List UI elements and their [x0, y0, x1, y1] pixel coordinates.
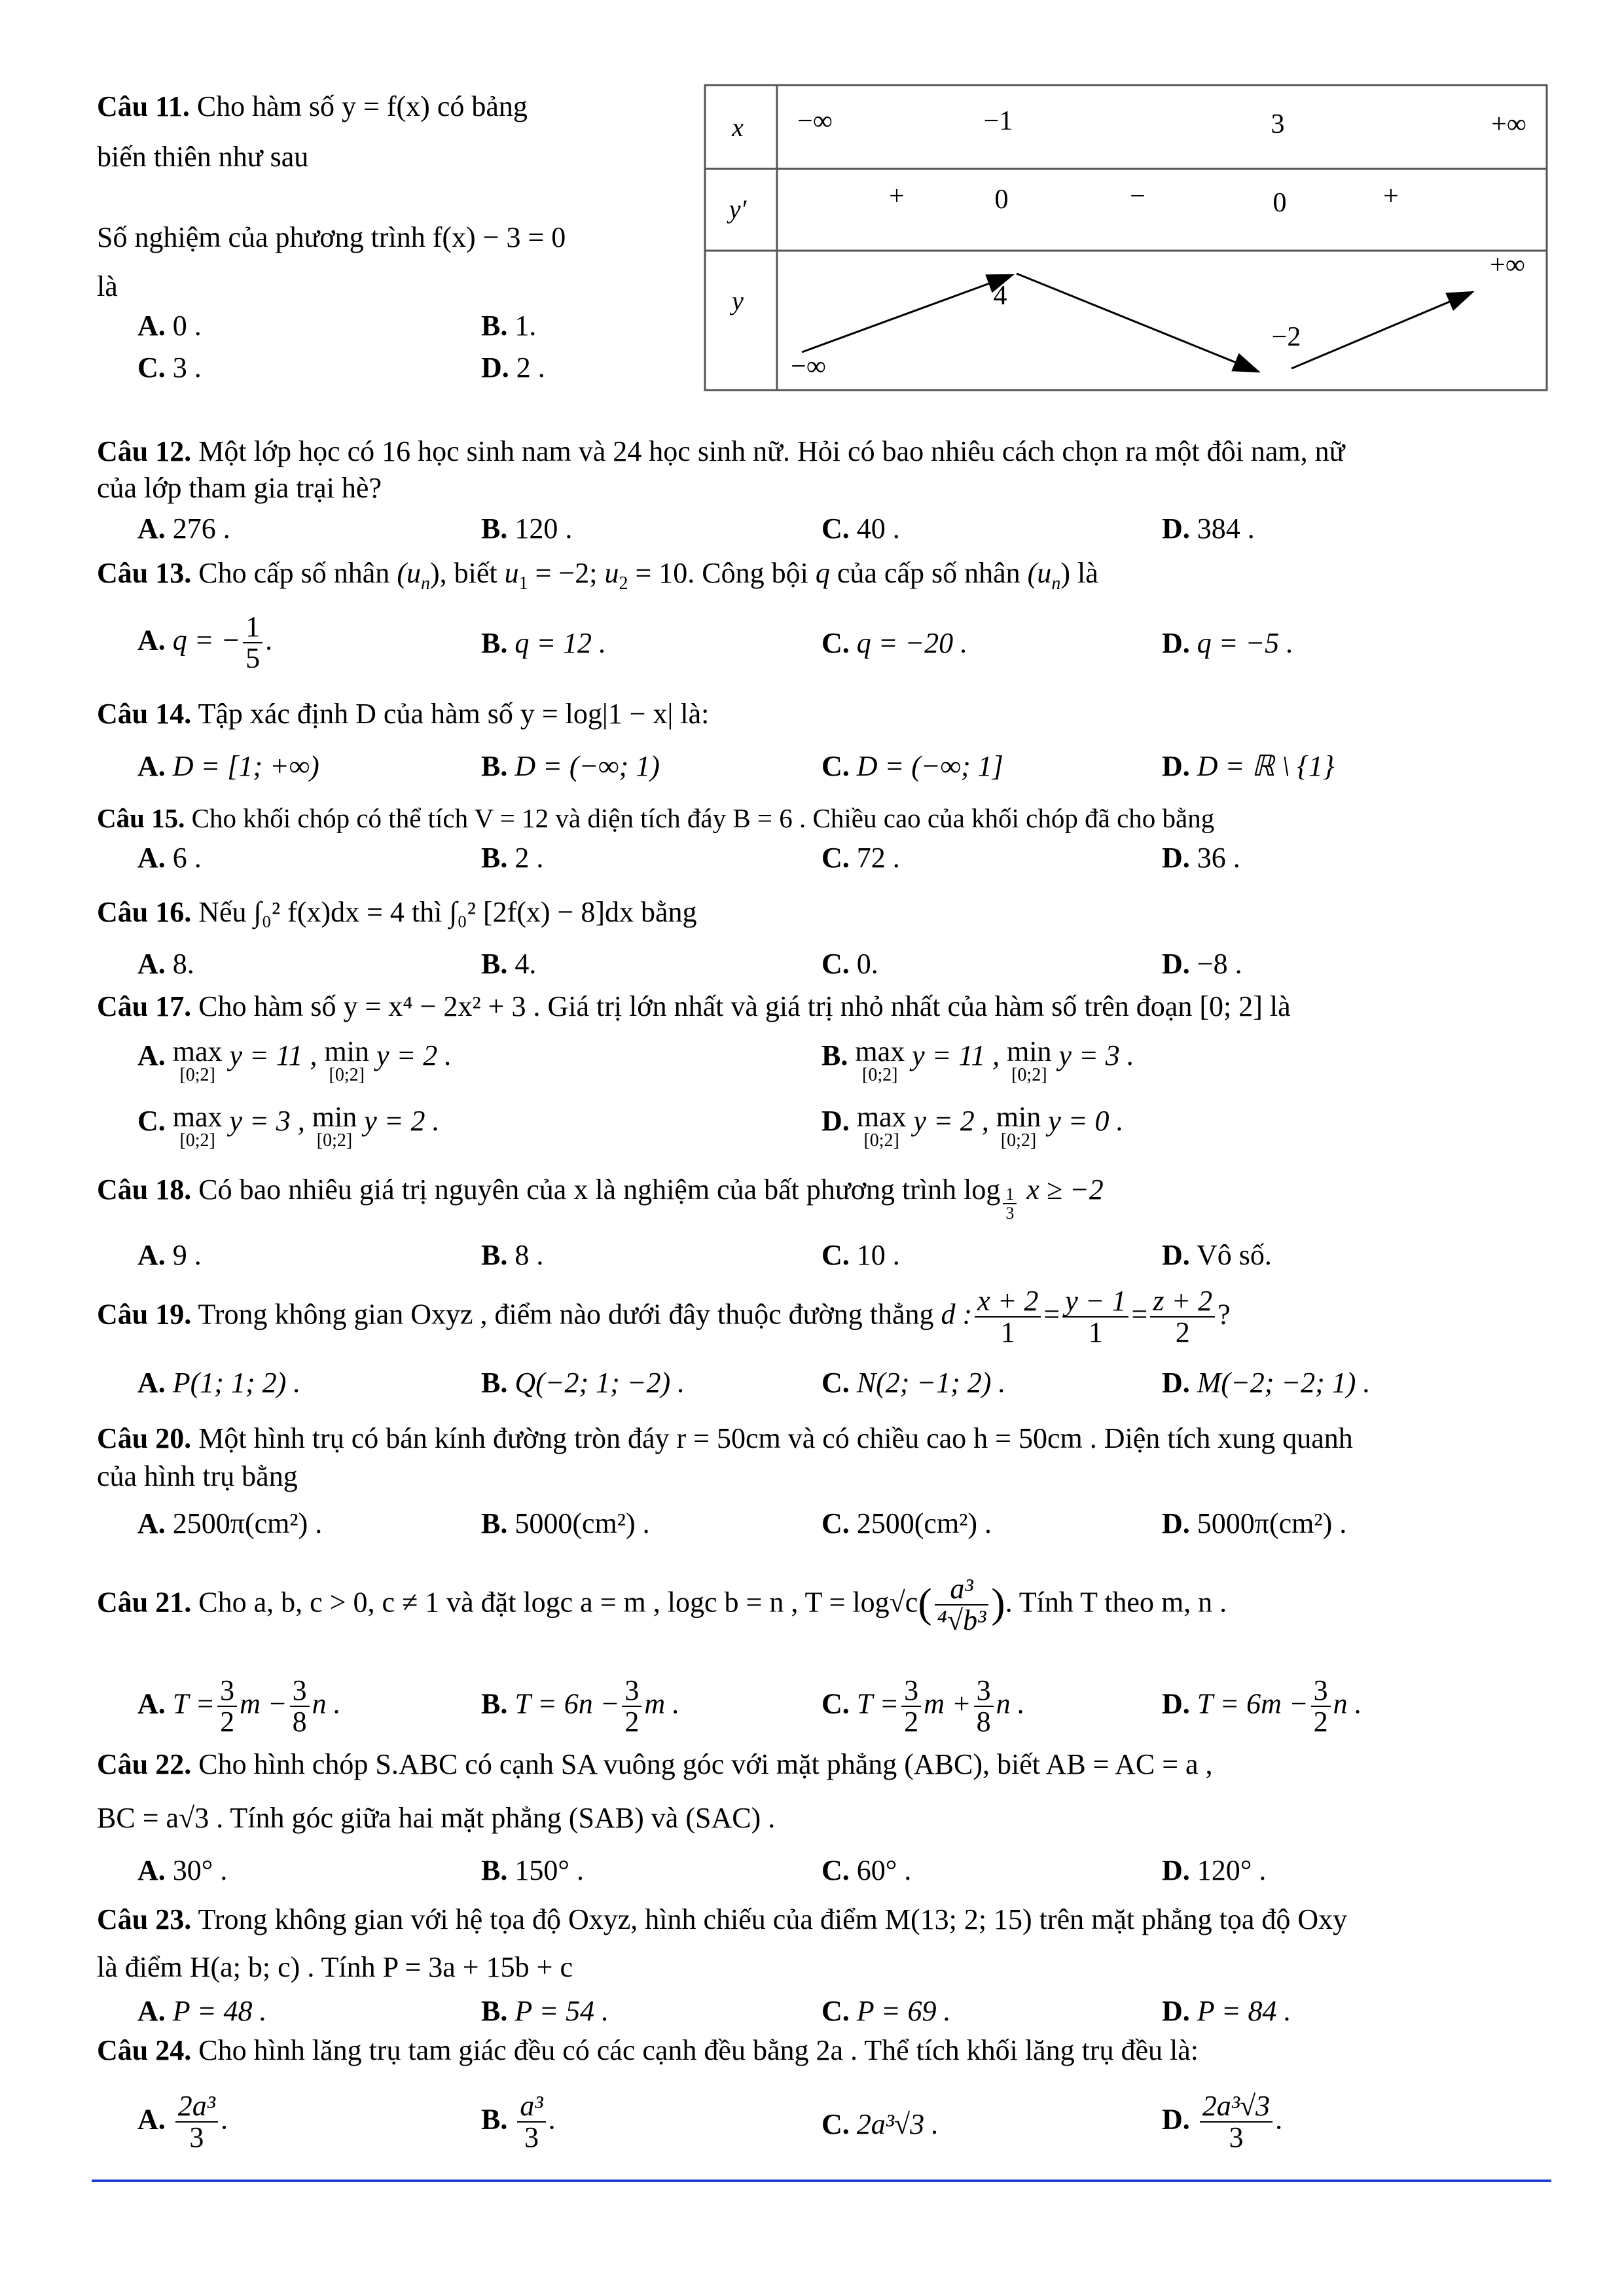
q19-line1: Câu 19. Trong không gian Oxyz , điểm nào dưới đây thuộc đường thẳng d : $\frac{x + 2}{1}$ = $\frac{y - 1}{1}$ = $\frac{z + 2}{2}$ ?: [97, 1285, 1231, 1349]
q20-line2: của hình trụ bằng: [97, 1460, 298, 1492]
q14-line1: Câu 14. Tập xác định D của hàm số y = log|1 − x| là:: [97, 698, 710, 730]
q15-option-c[interactable]: C. 72 .: [821, 842, 900, 874]
q15-line1: Câu 15. Cho khối chóp có thể tích V = 12 và diện tích đáy B = 6 . Chiều cao của khối chóp đã cho bằng: [97, 803, 1215, 833]
q19-option-c[interactable]: C. N(2; −1; 2) .: [821, 1367, 1006, 1399]
q24-option-d[interactable]: D. $\frac{\text{2a³√3}}{3}$ .: [1162, 2090, 1283, 2154]
q17-option-d[interactable]: D. max [0;2] y = 2 , min [0;2] y = 0 .: [821, 1101, 1124, 1151]
q13-option-a[interactable]: A. q = − $\frac{1}{5}$ .: [137, 611, 273, 675]
vt-x-value: 3: [1271, 109, 1285, 139]
q12-option-a[interactable]: A. 276 .: [137, 512, 230, 545]
q19-option-b[interactable]: B. Q(−2; 1; −2) .: [481, 1367, 685, 1399]
q21-option-d[interactable]: D. T = 6m − $\frac{3}{2}$ n .: [1162, 1674, 1362, 1738]
q11-option-c[interactable]: C. 3 .: [137, 351, 202, 384]
vt-x-value: −∞: [797, 106, 833, 136]
q12-option-d[interactable]: D. 384 .: [1162, 512, 1255, 545]
q17-option-c[interactable]: C. max [0;2] y = 3 , min [0;2] y = 2 .: [137, 1101, 440, 1151]
footer-divider: [92, 2179, 1551, 2182]
q20-option-c[interactable]: C. 2500(cm²) .: [821, 1507, 992, 1539]
vt-sign: 0: [1272, 188, 1287, 218]
q22-option-a[interactable]: A. 30° .: [137, 1854, 228, 1886]
q16-option-c[interactable]: C. 0.: [821, 948, 878, 980]
vt-sign: −: [1130, 181, 1146, 211]
vt-y-value: −2: [1271, 322, 1301, 352]
q13-option-b[interactable]: B. q = 12 .: [481, 627, 607, 659]
q11-line4: là: [97, 270, 118, 302]
q13-line1: Câu 13. Cho cấp số nhân $(u_n)$, biết $u_1 = -2$; $u_2 = 10$. Công bội q của cấp số nhân $(u_n)$ là: [97, 557, 1098, 594]
q22-option-b[interactable]: B. 150° .: [481, 1854, 584, 1886]
q16-option-d[interactable]: D. −8 .: [1162, 948, 1242, 980]
q17-option-a[interactable]: A. max [0;2] y = 11 , min [0;2] y = 2 .: [137, 1035, 452, 1085]
q21-line1: Câu 21. Cho a, b, c > 0, c ≠ 1 và đặt logc a = m , logc b = n , T = log√c( $\frac{\text{a³}}{\text{⁴√b³}}$ ). Tính T theo m, n .: [97, 1573, 1227, 1637]
q24-option-a[interactable]: A. $\frac{\text{2a³}}{3}$ .: [137, 2090, 228, 2154]
q21-option-b[interactable]: B. T = 6n − $\frac{3}{2}$ m .: [481, 1674, 680, 1738]
q18-option-a[interactable]: A. 9 .: [137, 1239, 202, 1271]
q12-option-b[interactable]: B. 120 .: [481, 512, 573, 545]
q16-line1: Câu 16. Nếu ∫₀² f(x)dx = 4 thì ∫₀² [2f(x) − 8]dx bằng: [97, 896, 697, 928]
vt-y-value: −∞: [791, 351, 826, 382]
vt-arrow-increase: [802, 275, 1013, 352]
q22-line1: Câu 22. Cho hình chóp S.ABC có cạnh SA vuông góc với mặt phẳng (ABC), biết AB = AC = a ,: [97, 1748, 1213, 1780]
q23-option-a[interactable]: A. P = 48 .: [137, 1995, 267, 2027]
q21-option-c[interactable]: C. T = $\frac{3}{2}$ m + $\frac{3}{8}$ n .: [821, 1674, 1025, 1738]
q11-option-d[interactable]: D. 2 .: [481, 351, 545, 384]
q14-option-d[interactable]: D. D = ℝ \ {1}: [1162, 750, 1335, 782]
q15-option-d[interactable]: D. 36 .: [1162, 842, 1240, 874]
q23-option-c[interactable]: C. P = 69 .: [821, 1995, 951, 2027]
vt-y-value: +∞: [1490, 250, 1525, 280]
vt-row-y-label: y: [732, 286, 744, 315]
vt-sign: 0: [994, 185, 1009, 215]
q12-line1: Câu 12. Một lớp học có 16 học sinh nam và 24 học sinh nữ. Hỏi có bao nhiêu cách chọn ra một đôi nam, nữ: [97, 435, 1345, 467]
q23-option-b[interactable]: B. P = 54 .: [481, 1995, 609, 2027]
vt-row-x-label: x: [732, 113, 744, 142]
q14-option-c[interactable]: C. D = (−∞; 1]: [821, 750, 1003, 782]
q22-option-c[interactable]: C. 60° .: [821, 1854, 912, 1886]
vt-x-value: −1: [983, 106, 1013, 136]
q24-option-b[interactable]: B. $\frac{\text{a³}}{3}$ .: [481, 2090, 556, 2154]
q14-option-a[interactable]: A. D = [1; +∞): [137, 750, 319, 782]
vt-sign: +: [889, 181, 905, 211]
q18-option-d[interactable]: D. Vô số.: [1162, 1239, 1272, 1271]
q12-option-c[interactable]: C. 40 .: [821, 512, 900, 545]
q21-option-a[interactable]: A. T = $\frac{3}{2}$ m − $\frac{3}{8}$ n .: [137, 1674, 341, 1738]
q13-option-c[interactable]: C. q = −20 .: [821, 627, 968, 659]
q19-option-a[interactable]: A. P(1; 1; 2) .: [137, 1367, 301, 1399]
q22-option-d[interactable]: D. 120° .: [1162, 1854, 1267, 1886]
q17-option-b[interactable]: B. max [0;2] y = 11 , min [0;2] y = 3 .: [821, 1035, 1134, 1085]
variation-table: [704, 84, 1548, 391]
q18-option-c[interactable]: C. 10 .: [821, 1239, 900, 1271]
vt-row-yprime-label: y′: [729, 194, 747, 224]
q24-option-c[interactable]: C. 2a³√3 .: [821, 2108, 939, 2140]
vt-arrow-decrease: [1017, 274, 1259, 372]
q23-line1: Câu 23. Trong không gian với hệ tọa độ Oxyz, hình chiếu của điểm M(13; 2; 15) trên mặt phẳng tọa độ Oxy: [97, 1903, 1348, 1935]
q20-option-b[interactable]: B. 5000(cm²) .: [481, 1507, 650, 1539]
q16-option-b[interactable]: B. 4.: [481, 948, 537, 980]
q22-line2: BC = a√3 . Tính góc giữa hai mặt phẳng (SAB) và (SAC) .: [97, 1802, 776, 1834]
q11-line2: biến thiên như sau: [97, 141, 309, 173]
q18-option-b[interactable]: B. 8 .: [481, 1239, 544, 1271]
q20-line1: Câu 20. Một hình trụ có bán kính đường tròn đáy r = 50cm và có chiều cao h = 50cm . Diện tích xung quanh: [97, 1422, 1353, 1454]
vt-arrow-increase: [1291, 292, 1473, 368]
q20-option-d[interactable]: D. 5000π(cm²) .: [1162, 1507, 1347, 1539]
q24-line1: Câu 24. Cho hình lăng trụ tam giác đều có các cạnh đều bằng 2a . Thể tích khối lăng trụ đều là:: [97, 2034, 1199, 2066]
q13-option-d[interactable]: D. q = −5 .: [1162, 627, 1294, 659]
vt-y-value: 4: [993, 281, 1007, 311]
q18-line1: Câu 18. Có bao nhiêu giá trị nguyên của x là nghiệm của bất phương trình log $\frac{1}{3}$ x ≥ −2: [97, 1174, 1104, 1223]
q23-option-d[interactable]: D. P = 84 .: [1162, 1995, 1291, 2027]
vt-x-value: +∞: [1491, 109, 1526, 139]
q15-option-b[interactable]: B. 2 .: [481, 842, 544, 874]
q11-line1: Câu 11. Cho hàm số y = f(x) có bảng: [97, 90, 528, 122]
q15-option-a[interactable]: A. 6 .: [137, 842, 202, 874]
q11-line3: Số nghiệm của phương trình f(x) − 3 = 0: [97, 221, 566, 253]
q23-line2: là điểm H(a; b; c) . Tính P = 3a + 15b + c: [97, 1951, 573, 1983]
q17-line1: Câu 17. Cho hàm số y = x⁴ − 2x² + 3 . Giá trị lớn nhất và giá trị nhỏ nhất của hàm số trên đoạn [0; 2] là: [97, 990, 1291, 1022]
q19-option-d[interactable]: D. M(−2; −2; 1) .: [1162, 1367, 1371, 1399]
q11-option-b[interactable]: B. 1.: [481, 310, 537, 342]
q11-option-a[interactable]: A. 0 .: [137, 310, 202, 342]
q14-option-b[interactable]: B. D = (−∞; 1): [481, 750, 660, 782]
q16-option-a[interactable]: A. 8.: [137, 948, 194, 980]
vt-sign: +: [1383, 181, 1399, 211]
q20-option-a[interactable]: A. 2500π(cm²) .: [137, 1507, 323, 1539]
q12-line2: của lớp tham gia trại hè?: [97, 472, 382, 504]
